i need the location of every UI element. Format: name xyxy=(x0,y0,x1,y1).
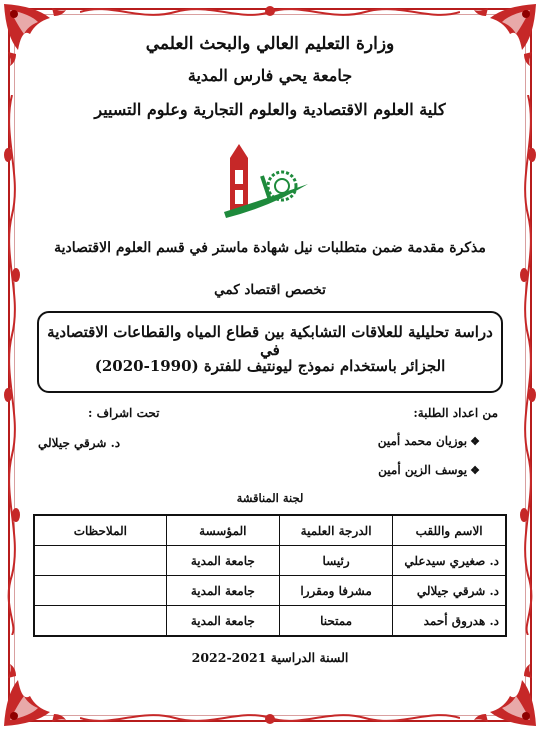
member-institution: جامعة المدية xyxy=(166,546,279,576)
table-header-row xyxy=(34,515,506,546)
committee-label: لجنة المناقشة xyxy=(236,491,304,505)
supervisor-label: تحت اشراف : xyxy=(88,406,160,420)
member-name: د. هدروق أحمد xyxy=(393,606,506,637)
committee-table xyxy=(33,514,507,637)
ornament-vine-right-icon xyxy=(516,95,540,635)
column-header: الاسم واللقب xyxy=(393,515,506,546)
table-row xyxy=(34,546,506,576)
thesis-title-line-2: الجزائر باستخدام نموذج ليونتيف للفترة (1990-2020) xyxy=(94,357,446,375)
member-rank: مشرفا ومقررا xyxy=(279,576,392,606)
member-institution: جامعة المدية xyxy=(166,576,279,606)
faculty-name: كلية العلوم الاقتصادية والعلوم التجارية وعلوم التسيير xyxy=(94,100,446,119)
member-rank: ممتحنا xyxy=(279,606,392,637)
ornament-corner-icon xyxy=(470,660,540,730)
ornament-vine-bottom-icon xyxy=(80,708,460,730)
university-name: جامعة يحي فارس المدية xyxy=(187,66,353,85)
thesis-title-box xyxy=(37,311,503,393)
diamond-bullet-icon: ❖ xyxy=(470,435,480,448)
member-rank: رئيسا xyxy=(279,546,392,576)
supervisor-name: د. شرقي جيلالي xyxy=(38,436,121,450)
student-name: ❖بوزيان محمد أمين xyxy=(377,434,480,448)
table-row xyxy=(34,576,506,606)
student-name: ❖يوسف الزين أمين xyxy=(378,463,480,477)
university-logo-icon xyxy=(222,140,312,220)
ornament-corner-icon xyxy=(0,660,70,730)
table-row xyxy=(34,606,506,637)
column-header: الدرجة العلمية xyxy=(279,515,392,546)
ministry-title: وزارة التعليم العالي والبحث العلمي xyxy=(145,34,395,54)
member-name: د. صغيري سيدعلي xyxy=(393,546,506,576)
member-institution: جامعة المدية xyxy=(166,606,279,637)
students-label: من اعداد الطلبة: xyxy=(413,406,498,420)
thesis-title-line-1: دراسة تحليلية للعلاقات التشابكية بين قطاع المياه والقطاعات الاقتصادية في xyxy=(47,323,493,359)
member-notes xyxy=(34,606,166,637)
member-name: د. شرقي جيلالي xyxy=(393,576,506,606)
member-notes xyxy=(34,546,166,576)
academic-year: السنة الدراسية 2021-2022 xyxy=(191,650,349,665)
ornament-vine-top-icon xyxy=(80,0,460,22)
ornament-vine-left-icon xyxy=(0,95,24,635)
diamond-bullet-icon: ❖ xyxy=(470,464,480,477)
column-header: المؤسسة xyxy=(166,515,279,546)
column-header: الملاحظات xyxy=(34,515,166,546)
memo-purpose: مذكرة مقدمة ضمن متطلبات نيل شهادة ماستر في قسم العلوم الاقتصادية xyxy=(54,240,486,256)
specialty: تخصص اقتصاد كمي xyxy=(214,282,326,298)
member-notes xyxy=(34,576,166,606)
